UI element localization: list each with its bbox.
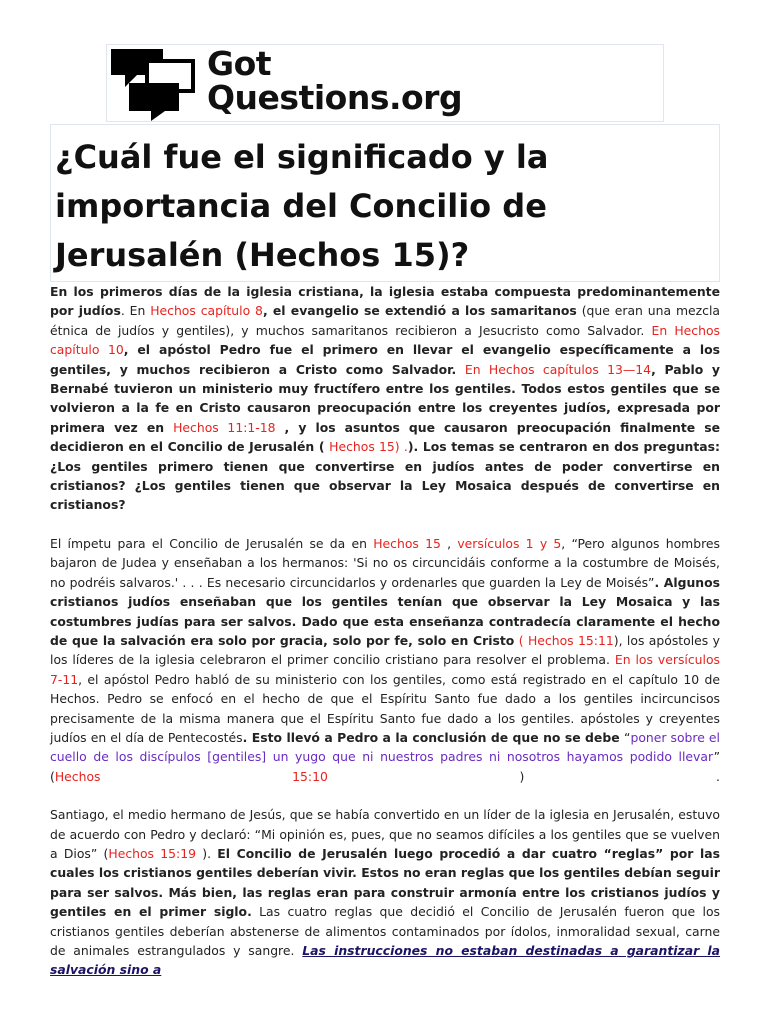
text: . En bbox=[120, 303, 151, 319]
text: ) . bbox=[327, 768, 720, 784]
scripture-link[interactable]: En los versículos 7-11 bbox=[50, 652, 720, 687]
title-box bbox=[50, 124, 720, 282]
text: . Algunos cristianos judíos enseñaban que los gentiles tenían que observar la Ley Mosaica y las costumbres judías para ser salvos. Dado que esta enseñanza contradecía claramente el hecho de que la salvación era solo por gracia, solo por fe, solo en Cristo bbox=[50, 574, 720, 648]
scripture-link[interactable]: Hechos 15 bbox=[373, 535, 441, 551]
scripture-link[interactable]: En Hechos capítulo 10 bbox=[50, 322, 720, 358]
text: , el evangelio se extendió a los samaritanos bbox=[262, 303, 577, 319]
text: El Concilio de Jerusalén luego procedió a dar cuatro “reglas” por las cuales los cristianos gentiles deberían vivir. Estos no eran reglas que los gentiles debían seguir para ser salvos. Más bien, las reglas eran para construir armonía entre los cristianos judíos y gentiles en el primer siglo. bbox=[50, 845, 720, 920]
scripture-link[interactable]: Hechos 15:19 bbox=[108, 845, 196, 861]
scripture-link[interactable]: Hechos 15) . bbox=[329, 439, 408, 455]
text: , y los asuntos que causaron preocupación finalmente se decidieron en el Concilio de Jerusalén ( bbox=[50, 419, 720, 455]
quote-text: poner sobre el cuello de los discípulos [gentiles] un yugo que ni nuestros padres ni nosotros hayamos podido llevar bbox=[50, 729, 720, 765]
text: En los primeros días de la iglesia cristiana, la iglesia estaba compuesta predominantemente por judíos bbox=[50, 284, 720, 319]
text: , “Pero algunos hombres bajaron de Judea y enseñaban a los hermanos: 'Si no os circuncidáis conforme a la costumbre de Moisés, no podréis salvaros.' . . . Es necesario circuncidarlos y ordenarles que guarden la Ley de Moisés” bbox=[50, 535, 720, 590]
text: , bbox=[440, 535, 458, 551]
scripture-link[interactable]: Hechos 11:1-18 bbox=[173, 419, 276, 435]
text: El ímpetu para el Concilio de Jerusalén se da en bbox=[50, 535, 374, 551]
logo-line-1: Got bbox=[207, 44, 272, 83]
speech-bubbles-icon bbox=[107, 45, 207, 123]
paragraph-3 bbox=[50, 805, 720, 980]
text: ). bbox=[195, 845, 218, 861]
emphasis-text: Las instrucciones no estaban destinadas a garantizar la salvación sino a bbox=[50, 943, 720, 978]
scripture-link[interactable]: Hechos 15:10 bbox=[54, 768, 328, 784]
scripture-link[interactable]: Hechos capítulo 8 bbox=[150, 303, 263, 319]
text: , el apóstol Pedro habló de su ministerio con los gentiles, como está registrado en el capítulo 10 de Hechos. Pedro se enfocó en el hecho de que el Espíritu Santo fue dado a los gentiles incircuncisos precisamente de la misma manera que el Espíritu Santo fue dado a los gentiles. apóstoles y creyentes judíos en el día de Pentecostés bbox=[50, 671, 720, 745]
text: ), los apóstoles y los líderes de la iglesia celebraron el primer concilio cristiano para resolver el problema. bbox=[50, 632, 721, 668]
article-body bbox=[50, 282, 720, 999]
scripture-link[interactable]: versículos 1 y 5 bbox=[457, 535, 562, 551]
text: Santiago, el medio hermano de Jesús, que se había convertido en un líder de la iglesia en Jerusalén, estuvo de acuerdo con Pedro y declaró: “Mi opinión es, pues, que no seamos difíciles a los gentiles que se vuelven a Dios” ( bbox=[50, 807, 720, 861]
paragraph-1 bbox=[50, 282, 720, 515]
scripture-link[interactable]: En Hechos capítulos 13—14 bbox=[464, 361, 652, 377]
text: , Pablo y Bernabé tuvieron un ministerio muy fructífero entre los gentiles. Todos estos gentiles que se volvieron a la fe en Cristo causaron preocupación entre los creyentes judíos, expresada por primera vez en bbox=[50, 361, 721, 435]
text: . Esto llevó a Pedro a la conclusión de que no se debe bbox=[242, 729, 625, 745]
text: ). Los temas se centraron en dos preguntas: ¿Los gentiles primero tienen que convertirse en judíos antes de poder convertirse en cristianos? ¿Los gentiles tienen que observar la Ley Mosaica después de convertirse en cristianos? bbox=[50, 439, 720, 513]
logo-text bbox=[207, 44, 463, 117]
text: ” ( bbox=[50, 749, 720, 784]
text: “ bbox=[624, 729, 631, 745]
text: (que eran una mezcla étnica de judíos y gentiles), y muchos samaritanos recibieron a Jesucristo como Salvador. bbox=[50, 303, 720, 338]
logo-line-2: Questions.org bbox=[207, 78, 463, 117]
paragraph-2 bbox=[50, 534, 720, 786]
text: Las cuatro reglas que decidió el Concilio de Jerusalén fueron que los cristianos gentiles deberían abstenerse de alimentos contaminados por ídolos, inmoralidad sexual, carne de animales estrangulados y sangre. bbox=[50, 904, 720, 958]
logo-banner[interactable] bbox=[106, 44, 664, 122]
text: , el apóstol Pedro fue el primero en llevar el evangelio específicamente a los gentiles, y muchos recibieron a Cristo como Salvador. bbox=[50, 342, 721, 377]
scripture-link[interactable]: ( Hechos 15:11 bbox=[514, 632, 614, 648]
page-title: ¿Cuál fue el significado y la importancia del Concilio de Jerusalén (Hechos 15)? bbox=[55, 138, 549, 274]
